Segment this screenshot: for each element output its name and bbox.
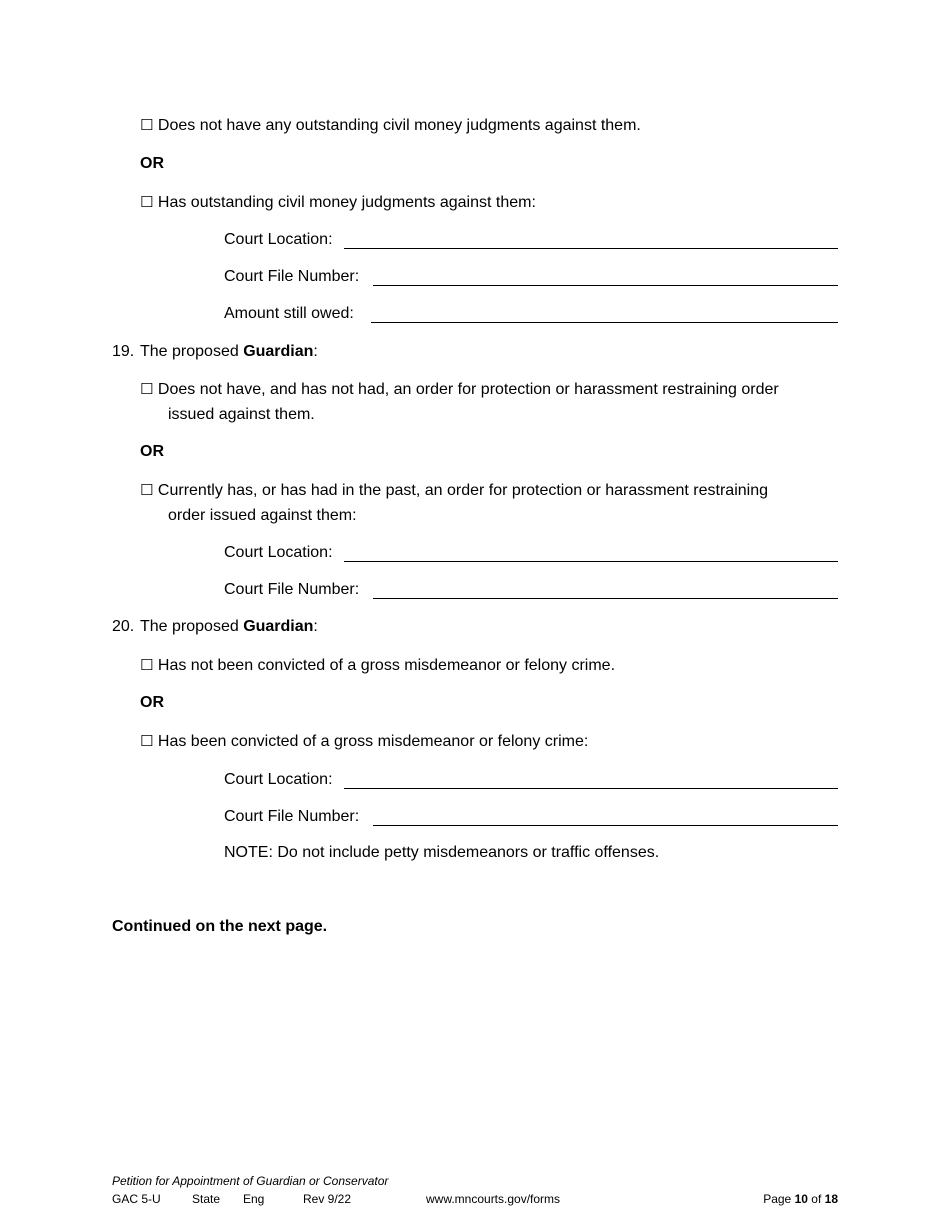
q18-option-has-judgments-text: Has outstanding civil money judgments against them: xyxy=(157,194,536,211)
q19-option-no-order-text-line1: Does not have, and has not had, an order for protection or harassment restraining order xyxy=(157,381,779,398)
q19-court-location-field[interactable] xyxy=(344,561,838,562)
q20-heading xyxy=(140,617,318,637)
q19-heading-role: Guardian xyxy=(243,343,314,360)
q19-option-has-order xyxy=(140,480,768,501)
q18-option-has-judgments xyxy=(140,192,536,213)
q20-option-convicted-text: Has been convicted of a gross misdemeanor or felony crime: xyxy=(157,733,589,750)
q18-court-location-field[interactable] xyxy=(344,248,838,249)
q20-number: 20. xyxy=(112,618,135,635)
footer-form-code: GAC 5-U xyxy=(112,1192,161,1206)
checkbox-no-judgments[interactable]: ☐ xyxy=(140,116,154,134)
checkbox-no-order[interactable]: ☐ xyxy=(140,380,154,398)
footer-revision: Rev 9/22 xyxy=(303,1192,352,1206)
q19-heading-colon: : xyxy=(313,343,318,360)
q19-heading-prefix: The proposed xyxy=(140,343,239,360)
footer-page-current: 10 xyxy=(794,1192,808,1206)
q19-option-has-order-text-line1: Currently has, or has had in the past, an order for protection or harassment restraining xyxy=(157,482,768,499)
q20-court-location-label: Court Location: xyxy=(224,771,333,788)
checkbox-has-order[interactable]: ☐ xyxy=(140,481,154,499)
q20-court-location-field[interactable] xyxy=(344,788,838,789)
q18-amount-owed-field[interactable] xyxy=(371,322,838,323)
checkbox-convicted[interactable]: ☐ xyxy=(140,732,154,750)
checkbox-has-judgments[interactable]: ☐ xyxy=(140,193,154,211)
q20-heading-role: Guardian xyxy=(243,618,314,635)
q18-court-location-label: Court Location: xyxy=(224,231,333,248)
q19-or-label: OR xyxy=(140,443,164,460)
footer-page-word: Page xyxy=(763,1192,792,1206)
q19-heading xyxy=(140,342,318,362)
q18-option-no-judgments xyxy=(140,115,641,136)
q20-option-not-convicted-text: Has not been convicted of a gross misdemeanor or felony crime. xyxy=(157,657,616,674)
q19-option-no-order-text-line2: issued against them. xyxy=(168,406,315,423)
q20-heading-colon: : xyxy=(313,618,318,635)
footer-website[interactable]: www.mncourts.gov/forms xyxy=(426,1192,561,1206)
q18-court-file-number-label: Court File Number: xyxy=(224,268,360,285)
q19-court-file-number-field[interactable] xyxy=(373,598,838,599)
footer-form-title: Petition for Appointment of Guardian or Conservator xyxy=(112,1174,389,1188)
checkbox-not-convicted[interactable]: ☐ xyxy=(140,656,154,674)
q19-number: 19. xyxy=(112,343,135,360)
q20-option-convicted xyxy=(140,731,588,752)
q19-option-no-order xyxy=(140,379,779,400)
footer-jurisdiction: State xyxy=(192,1192,221,1206)
footer-page-of: of xyxy=(811,1192,822,1206)
q20-note: NOTE: Do not include petty misdemeanors or traffic offenses. xyxy=(224,844,660,861)
q20-court-file-number-field[interactable] xyxy=(373,825,838,826)
footer-page-total: 18 xyxy=(824,1192,838,1206)
q18-court-file-number-field[interactable] xyxy=(373,285,838,286)
q20-heading-prefix: The proposed xyxy=(140,618,239,635)
q18-or-label: OR xyxy=(140,155,164,172)
q19-option-has-order-text-line2: order issued against them: xyxy=(168,507,357,524)
q19-court-file-number-label: Court File Number: xyxy=(224,581,360,598)
q20-option-not-convicted xyxy=(140,655,615,676)
q18-amount-owed-label: Amount still owed: xyxy=(224,305,354,322)
continued-notice: Continued on the next page. xyxy=(112,918,328,935)
footer-page-number xyxy=(763,1192,838,1206)
q20-court-file-number-label: Court File Number: xyxy=(224,808,360,825)
q18-option-no-judgments-text: Does not have any outstanding civil money judgments against them. xyxy=(157,117,641,134)
q20-or-label: OR xyxy=(140,694,164,711)
footer-language: Eng xyxy=(243,1192,265,1206)
q19-court-location-label: Court Location: xyxy=(224,544,333,561)
